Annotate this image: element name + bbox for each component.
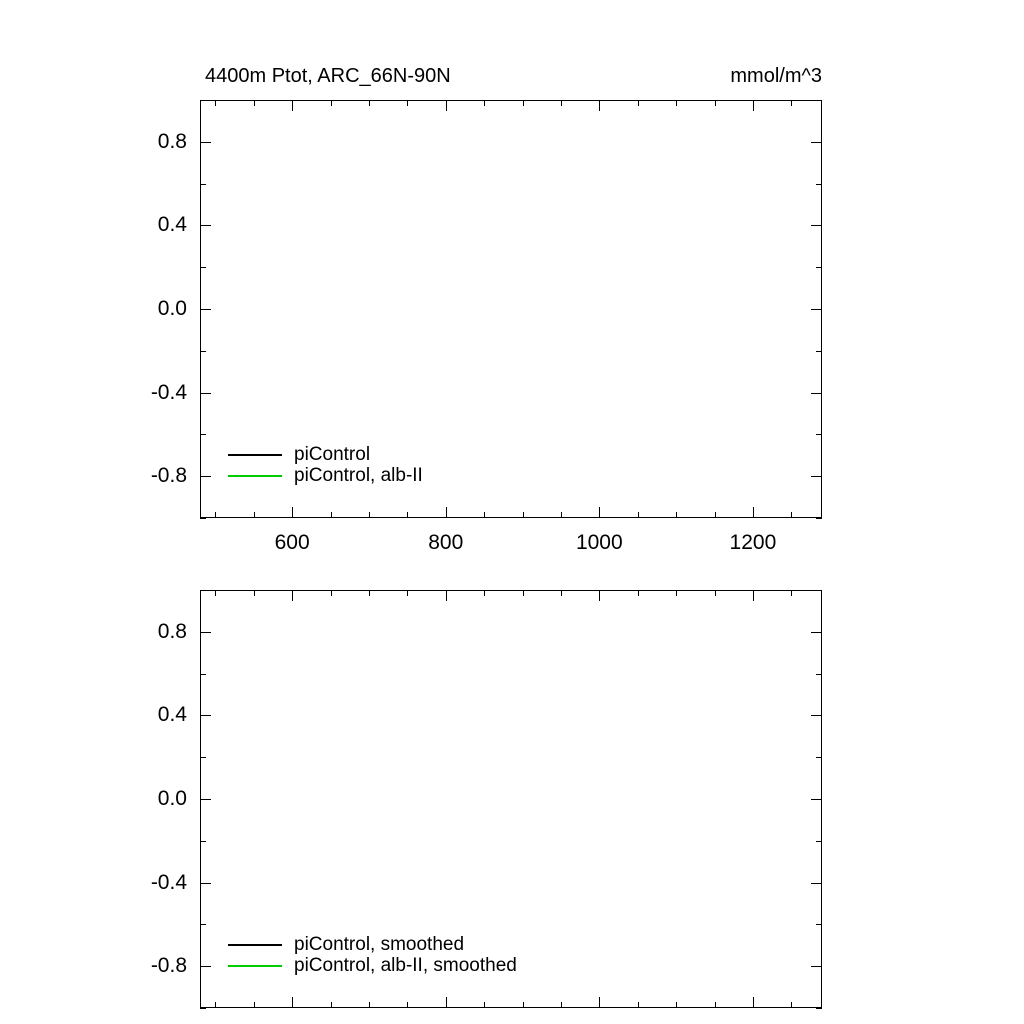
ytick-top-2 xyxy=(200,309,211,310)
xtick-minor-top-10 xyxy=(715,512,716,518)
xtick-minor-upper-top-2 xyxy=(331,100,332,106)
xtick-minor-top-2 xyxy=(331,512,332,518)
xtick-minor-upper-bottom-5 xyxy=(484,590,485,596)
ytick-label-bottom-3: -0.4 xyxy=(150,870,187,894)
ytick-minor-top-3 xyxy=(200,351,206,352)
xtick-minor-upper-top-4 xyxy=(407,100,408,106)
ytick-minor-right-top-3 xyxy=(816,351,822,352)
legend-line-swatch-icon xyxy=(228,965,282,967)
xtick-top-3 xyxy=(753,507,754,518)
xtick-minor-upper-bottom-11 xyxy=(791,590,792,596)
ytick-minor-right-top-1 xyxy=(816,184,822,185)
ytick-minor-top-4 xyxy=(200,434,206,435)
ytick-label-bottom-1: 0.4 xyxy=(157,703,187,727)
xtick-minor-upper-bottom-8 xyxy=(638,590,639,596)
xtick-minor-upper-bottom-10 xyxy=(715,590,716,596)
ytick-right-top-3 xyxy=(811,393,822,394)
xtick-bottom-2 xyxy=(599,997,600,1008)
ytick-minor-right-bottom-1 xyxy=(816,674,822,675)
ytick-minor-right-bottom-5 xyxy=(816,1008,822,1009)
xtick-upper-top-0 xyxy=(292,100,293,111)
xtick-minor-upper-top-11 xyxy=(791,100,792,106)
ytick-label-top-4: -0.8 xyxy=(150,464,187,488)
xtick-minor-upper-top-5 xyxy=(484,100,485,106)
xtick-label-top-1: 800 xyxy=(428,531,464,554)
legend-label: piControl, alb-II, smoothed xyxy=(294,955,517,976)
xtick-minor-upper-top-10 xyxy=(715,100,716,106)
ytick-minor-top-1 xyxy=(200,184,206,185)
xtick-minor-upper-bottom-9 xyxy=(676,590,677,596)
xtick-upper-top-3 xyxy=(753,100,754,111)
ytick-minor-top-2 xyxy=(200,267,206,268)
xtick-bottom-0 xyxy=(292,997,293,1008)
xtick-minor-upper-bottom-1 xyxy=(254,590,255,596)
ytick-bottom-2 xyxy=(200,799,211,800)
xtick-top-2 xyxy=(599,507,600,518)
legend-label: piControl, alb-II xyxy=(294,465,423,486)
legend-label: piControl, smoothed xyxy=(294,934,465,955)
xtick-minor-upper-top-0 xyxy=(215,100,216,106)
ytick-minor-right-bottom-0 xyxy=(816,590,822,591)
xtick-bottom-1 xyxy=(446,997,447,1008)
ytick-top-4 xyxy=(200,476,211,477)
ytick-minor-right-top-4 xyxy=(816,434,822,435)
ytick-bottom-1 xyxy=(200,715,211,716)
xtick-minor-top-8 xyxy=(638,512,639,518)
xtick-label-top-0: 600 xyxy=(274,531,310,554)
xtick-minor-bottom-2 xyxy=(331,1002,332,1008)
xtick-upper-top-1 xyxy=(446,100,447,111)
ytick-top-0 xyxy=(200,142,211,143)
ytick-right-top-2 xyxy=(811,309,822,310)
xtick-minor-bottom-7 xyxy=(561,1002,562,1008)
legend-label: piControl xyxy=(294,444,371,465)
xtick-minor-top-1 xyxy=(254,512,255,518)
ytick-minor-right-bottom-4 xyxy=(816,924,822,925)
ytick-right-top-4 xyxy=(811,476,822,477)
legend-line-swatch-icon xyxy=(228,454,282,456)
legend-item xyxy=(228,934,517,955)
xtick-upper-bottom-2 xyxy=(599,590,600,601)
xtick-minor-top-11 xyxy=(791,512,792,518)
ytick-right-bottom-2 xyxy=(811,799,822,800)
ytick-label-bottom-4: -0.8 xyxy=(150,954,187,978)
ytick-minor-top-0 xyxy=(200,100,206,101)
xtick-upper-bottom-1 xyxy=(446,590,447,601)
ytick-label-top-3: -0.4 xyxy=(150,380,187,404)
xtick-minor-upper-top-9 xyxy=(676,100,677,106)
xtick-minor-upper-bottom-2 xyxy=(331,590,332,596)
xtick-minor-bottom-4 xyxy=(407,1002,408,1008)
xtick-minor-bottom-5 xyxy=(484,1002,485,1008)
xtick-minor-upper-bottom-6 xyxy=(523,590,524,596)
xtick-minor-top-5 xyxy=(484,512,485,518)
xtick-minor-bottom-0 xyxy=(215,1002,216,1008)
legend-line-swatch-icon xyxy=(228,944,282,946)
xtick-minor-bottom-3 xyxy=(369,1002,370,1008)
ytick-minor-right-top-2 xyxy=(816,267,822,268)
ytick-minor-right-top-0 xyxy=(816,100,822,101)
xtick-minor-upper-bottom-4 xyxy=(407,590,408,596)
xtick-minor-bottom-10 xyxy=(715,1002,716,1008)
ytick-minor-right-bottom-2 xyxy=(816,757,822,758)
ytick-label-bottom-0: 0.8 xyxy=(157,619,187,643)
xtick-upper-bottom-0 xyxy=(292,590,293,601)
xtick-minor-bottom-9 xyxy=(676,1002,677,1008)
ytick-bottom-4 xyxy=(200,966,211,967)
xtick-minor-top-4 xyxy=(407,512,408,518)
ytick-right-bottom-4 xyxy=(811,966,822,967)
legend-item xyxy=(228,465,423,486)
ytick-right-bottom-0 xyxy=(811,632,822,633)
xtick-minor-upper-top-1 xyxy=(254,100,255,106)
xtick-minor-bottom-11 xyxy=(791,1002,792,1008)
ytick-minor-bottom-3 xyxy=(200,841,206,842)
ytick-minor-bottom-2 xyxy=(200,757,206,758)
xtick-minor-bottom-1 xyxy=(254,1002,255,1008)
xtick-minor-upper-top-7 xyxy=(561,100,562,106)
ytick-label-top-0: 0.8 xyxy=(157,129,187,153)
ytick-right-bottom-1 xyxy=(811,715,822,716)
ytick-bottom-0 xyxy=(200,632,211,633)
legend-item xyxy=(228,955,517,976)
xtick-minor-top-9 xyxy=(676,512,677,518)
xtick-minor-bottom-6 xyxy=(523,1002,524,1008)
xtick-top-0 xyxy=(292,507,293,518)
chart-panel-bottom xyxy=(150,590,822,1008)
xtick-minor-top-0 xyxy=(215,512,216,518)
xtick-minor-upper-top-3 xyxy=(369,100,370,106)
xtick-top-1 xyxy=(446,507,447,518)
xtick-minor-top-6 xyxy=(523,512,524,518)
chart-units-label-top: mmol/m^3 xyxy=(730,65,822,87)
ytick-minor-bottom-4 xyxy=(200,924,206,925)
xtick-minor-bottom-8 xyxy=(638,1002,639,1008)
ytick-minor-top-5 xyxy=(200,518,206,519)
xtick-minor-upper-bottom-3 xyxy=(369,590,370,596)
ytick-minor-bottom-5 xyxy=(200,1008,206,1009)
ytick-minor-bottom-0 xyxy=(200,590,206,591)
ytick-label-top-1: 0.4 xyxy=(157,213,187,237)
xtick-label-top-3: 1200 xyxy=(729,531,777,554)
xtick-minor-upper-bottom-7 xyxy=(561,590,562,596)
xtick-minor-top-7 xyxy=(561,512,562,518)
xtick-minor-top-3 xyxy=(369,512,370,518)
xtick-label-top-2: 1000 xyxy=(575,531,623,554)
ytick-bottom-3 xyxy=(200,883,211,884)
xtick-minor-upper-top-8 xyxy=(638,100,639,106)
ytick-right-bottom-3 xyxy=(811,883,822,884)
ytick-top-1 xyxy=(200,225,211,226)
ytick-minor-right-bottom-3 xyxy=(816,841,822,842)
ytick-label-bottom-2: 0.0 xyxy=(157,787,187,810)
xtick-minor-upper-top-6 xyxy=(523,100,524,106)
ytick-minor-right-top-5 xyxy=(816,518,822,519)
legend-item xyxy=(228,444,423,465)
ytick-right-top-1 xyxy=(811,225,822,226)
chart-panel-top xyxy=(150,65,822,554)
legend-bottom xyxy=(228,934,517,976)
xtick-minor-upper-bottom-0 xyxy=(215,590,216,596)
xtick-upper-bottom-3 xyxy=(753,590,754,601)
legend-line-swatch-icon xyxy=(228,475,282,477)
xtick-upper-top-2 xyxy=(599,100,600,111)
ytick-top-3 xyxy=(200,393,211,394)
ytick-right-top-0 xyxy=(811,142,822,143)
ytick-minor-bottom-1 xyxy=(200,674,206,675)
chart-title-top: 4400m Ptot, ARC_66N-90N xyxy=(205,65,451,87)
legend-top xyxy=(228,444,423,486)
ytick-label-top-2: 0.0 xyxy=(157,297,187,320)
xtick-bottom-3 xyxy=(753,997,754,1008)
